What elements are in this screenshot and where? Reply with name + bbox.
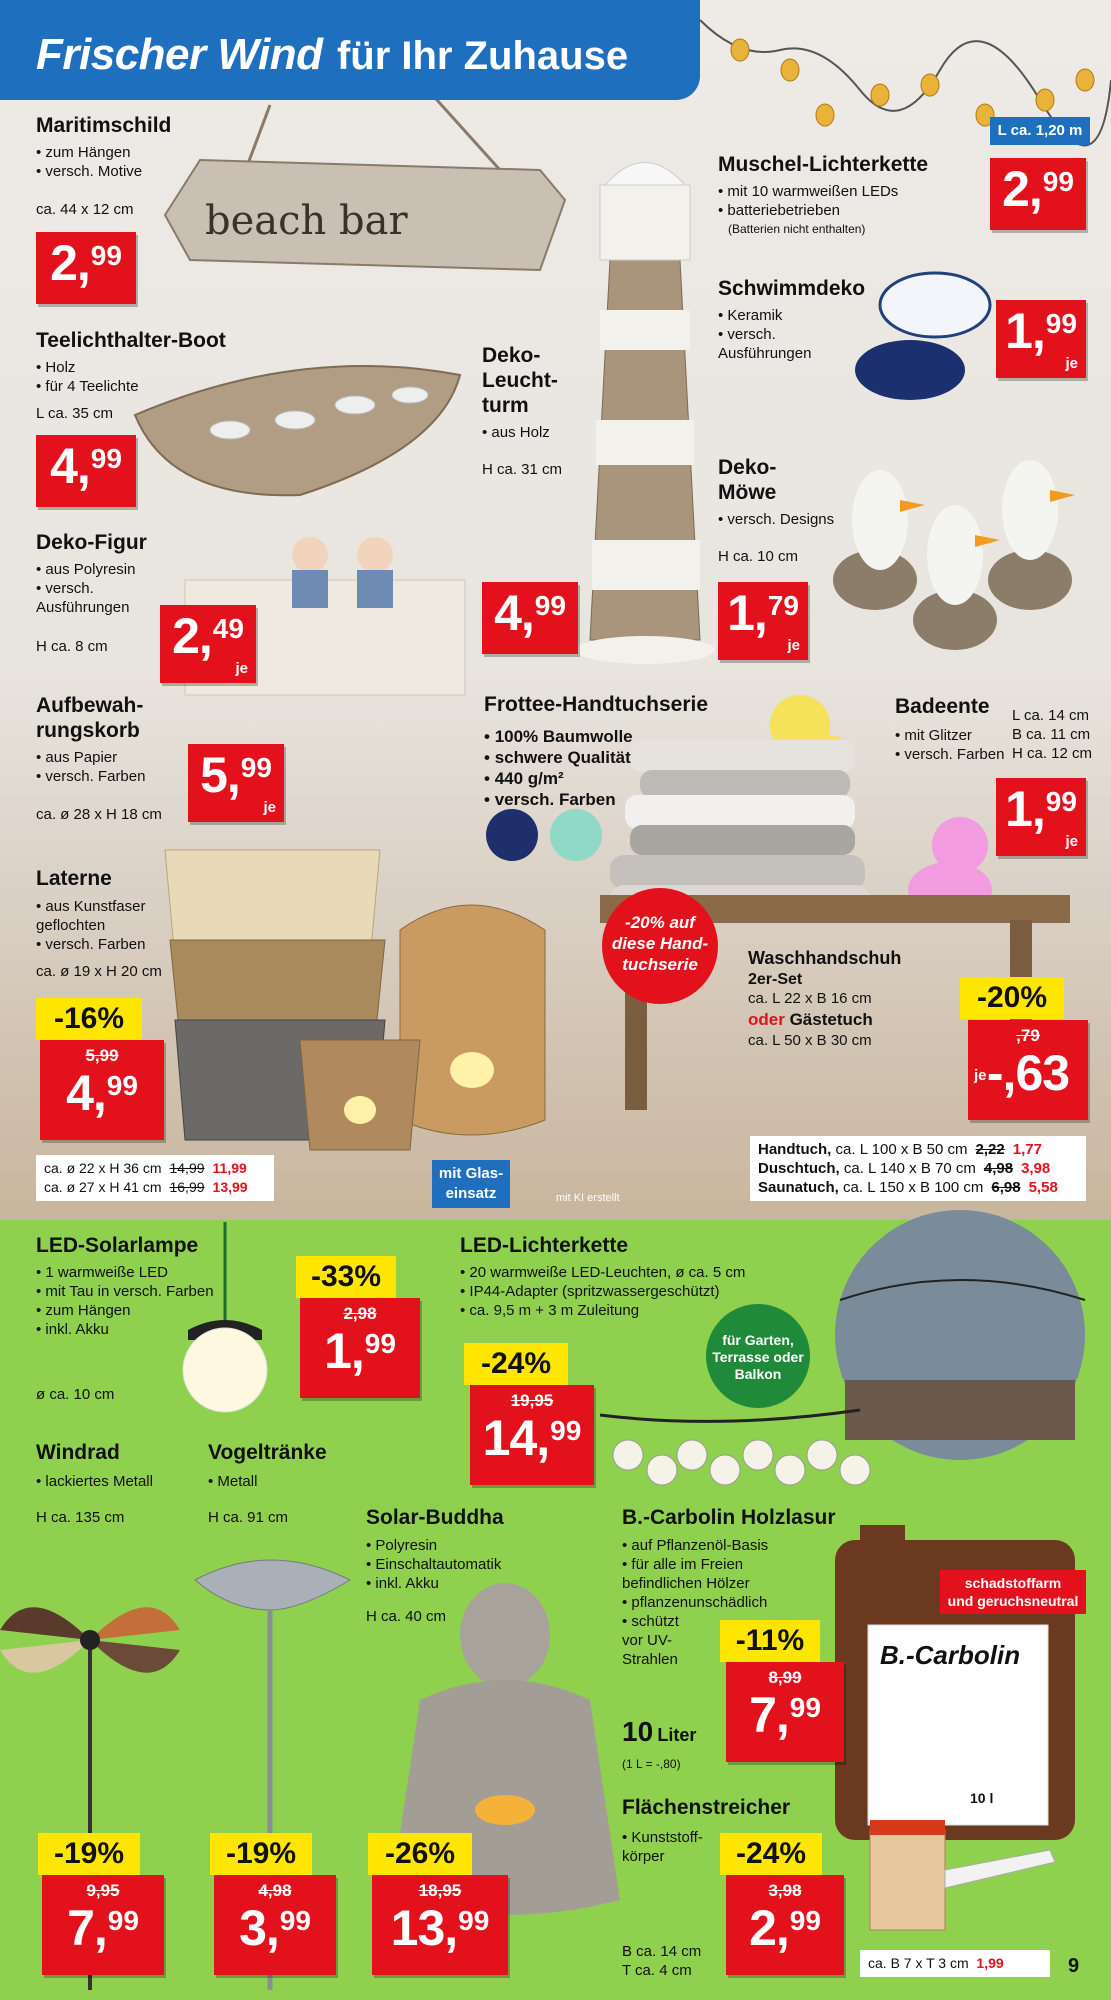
handtuch-size-table (750, 1136, 1086, 1201)
waschhandschuh-title: Waschhandschuh (748, 948, 902, 968)
maritimschild-price (36, 232, 136, 304)
volume-unit: Liter (657, 1725, 697, 1745)
size-name: Duschtuch, (758, 1160, 840, 1177)
handtuch-price (968, 1020, 1088, 1120)
feature: • Keramik (718, 306, 843, 325)
size-dim: ca. B 7 x T 3 cm (868, 1955, 969, 1971)
solarlampe-discount: -33% (296, 1256, 396, 1298)
maritimschild-features (36, 143, 142, 181)
korb-dim: ca. ø 28 x H 18 cm (36, 806, 162, 823)
badge-line: tuchserie (622, 955, 698, 974)
tag-line: schadstoffarm (964, 1575, 1062, 1591)
feature: • versch. Farben (36, 767, 145, 786)
maritimschild-title: Maritimschild (36, 114, 172, 137)
title-line: Deko- (482, 344, 541, 367)
buddha-price (372, 1875, 508, 1975)
size-dim: ca. L 140 x B 70 cm (843, 1160, 976, 1177)
feature: • aus Kunstfaser geflochten (36, 897, 186, 935)
size-old: 14,99 (169, 1160, 205, 1176)
windrad-dim: H ca. 135 cm (36, 1509, 125, 1526)
carbolin-price (726, 1662, 844, 1762)
price-small: 99 (458, 1905, 490, 1936)
size-old: 6,98 (991, 1179, 1021, 1196)
badge-line: Balkon (734, 1366, 782, 1382)
size-dim: ca. L 100 x B 50 cm (835, 1141, 968, 1158)
carbolin-discount: -11% (720, 1620, 820, 1662)
price-small: 79 (767, 590, 799, 621)
moewe-price (718, 582, 808, 660)
ledkette-features (460, 1263, 745, 1320)
korb-title-line: rungskorb (36, 719, 140, 742)
feature: • auf Pflanzenöl-Basis (622, 1536, 772, 1555)
korb-price (188, 744, 284, 822)
tag-line: mit Glas- (438, 1165, 504, 1182)
or-word: oder (748, 1010, 785, 1029)
feature: • zum Hängen (36, 1301, 214, 1320)
leuchtturm-title (482, 343, 558, 418)
size-new: 11,99 (212, 1160, 247, 1176)
teelicht-price (36, 435, 136, 507)
ledkette-title: LED-Lichterkette (460, 1234, 629, 1257)
laterne-title: Laterne (36, 867, 112, 890)
feature: • versch. Farben (484, 789, 633, 810)
feature: • versch. Motive (36, 162, 142, 181)
price-big: 2, (1002, 161, 1042, 217)
lichterkette-features (718, 182, 898, 220)
price-big: 4, (66, 1065, 106, 1121)
ai-note: mit KI erstellt (556, 1192, 620, 1204)
feature: • versch. Farben (36, 935, 186, 954)
feature: • batteriebetrieben (718, 201, 898, 220)
waschhandschuh-set: 2er-Set (748, 971, 803, 988)
streicher-alt-size (860, 1950, 1050, 1977)
moewe-title (718, 455, 776, 505)
lichterkette-title: Muschel-Lichterkette (718, 153, 929, 176)
page-header (0, 0, 700, 100)
feature: • für alle im Freien befindlichen Hölzer (622, 1555, 772, 1593)
maritimschild-dim: ca. 44 x 12 cm (36, 201, 134, 218)
feature: • inkl. Akku (36, 1320, 214, 1339)
size-row (758, 1178, 1078, 1197)
lichterkette-length-tag: L ca. 1,20 m (990, 117, 1090, 145)
price-big: 13, (390, 1900, 458, 1956)
carbolin-volume (622, 1716, 697, 1747)
dim-line: L ca. 14 cm (1012, 707, 1089, 724)
volume-number: 10 (622, 1716, 654, 1747)
moewe-dim: H ca. 10 cm (718, 548, 799, 565)
handtuch-features (484, 726, 633, 810)
streicher-discount: -24% (720, 1833, 822, 1875)
ledkette-price (470, 1385, 594, 1485)
feature: • versch. Ausführungen (718, 325, 843, 363)
windrad-discount: -19% (38, 1833, 140, 1875)
size-new: 3,98 (1021, 1160, 1051, 1177)
price-je: je (1065, 833, 1078, 850)
price-je: je (235, 660, 248, 677)
feature: • pflanzenunschädlich (622, 1593, 772, 1612)
streicher-price (726, 1875, 844, 1975)
price-je: je (974, 1067, 987, 1084)
feature: • 440 g/m² (484, 768, 633, 789)
price-je: je (263, 799, 276, 816)
korb-title (36, 693, 143, 743)
price-big: 1, (727, 585, 767, 641)
feature: • zum Hängen (36, 143, 142, 162)
price-small: 99 (1045, 308, 1077, 339)
laterne-price (40, 1040, 164, 1140)
schwimmdeko-price (996, 300, 1086, 378)
solarlampe-dim: ø ca. 10 cm (36, 1386, 115, 1403)
streicher-title: Flächenstreicher (622, 1796, 791, 1819)
solarlampe-title: LED-Solarlampe (36, 1234, 199, 1257)
price-big: -,63 (986, 1045, 1070, 1101)
waschhandschuh-dim: ca. L 22 x B 16 cm (748, 990, 872, 1007)
streicher-features (622, 1828, 712, 1866)
tag-line: und geruchsneutral (947, 1593, 1079, 1609)
price-small: 99 (90, 443, 122, 474)
vogeltraenke-title: Vogeltränke (208, 1441, 327, 1464)
price-small: 99 (1045, 786, 1077, 817)
vogeltraenke-features (208, 1472, 257, 1491)
price-big: 2, (749, 1900, 789, 1956)
lichterkette-note: (Batterien nicht enthalten) (728, 222, 866, 236)
feature: • inkl. Akku (366, 1574, 501, 1593)
title-line: Möwe (718, 481, 777, 504)
price-small: 99 (1042, 166, 1074, 197)
solarlampe-features (36, 1263, 214, 1339)
leuchtturm-features (482, 423, 550, 442)
badge-line: für Garten, (722, 1332, 794, 1348)
vogeltraenke-price (214, 1875, 336, 1975)
carbolin-label-size: 10 l (970, 1790, 994, 1806)
feature: • 20 warmweiße LED-Leuchten, ø ca. 5 cm (460, 1263, 745, 1282)
feature: • schützt vor UV-Strahlen (622, 1612, 702, 1669)
old-price: 18,95 (418, 1881, 462, 1900)
feature: • versch. Designs (718, 510, 834, 529)
size-dim: ca. L 150 x B 100 cm (843, 1179, 984, 1196)
badeente-dims (1012, 706, 1092, 763)
ledkette-use-badge (706, 1304, 810, 1408)
leuchtturm-dim: H ca. 31 cm (482, 461, 563, 478)
handtuch-title: Frottee-Handtuchserie (484, 693, 709, 716)
price-small: 99 (534, 590, 566, 621)
feature: • aus Polyresin (36, 560, 166, 579)
streicher-dim (622, 1942, 701, 1980)
feature: • 1 warmweiße LED (36, 1263, 214, 1282)
dekofigur-title: Deko-Figur (36, 531, 147, 554)
old-price: 5,99 (85, 1046, 119, 1065)
old-price: 4,98 (258, 1881, 292, 1900)
feature: • aus Papier (36, 748, 145, 767)
size-row (44, 1178, 266, 1197)
badeente-features (895, 726, 1004, 764)
price-big: 1, (324, 1323, 364, 1379)
teelicht-dim: L ca. 35 cm (36, 405, 113, 422)
feature: • Einschaltautomatik (366, 1555, 501, 1574)
korb-features (36, 748, 145, 786)
feature: • aus Holz (482, 423, 550, 442)
carbolin-tag (940, 1570, 1086, 1614)
price-small: 99 (240, 752, 272, 783)
size-new: 5,58 (1028, 1179, 1058, 1196)
windrad-price (42, 1875, 164, 1975)
size-row (44, 1159, 266, 1178)
price-je: je (1065, 355, 1078, 372)
buddha-dim: H ca. 40 cm (366, 1608, 447, 1625)
badeente-title: Badeente (895, 695, 990, 718)
feature: • Polyresin (366, 1536, 501, 1555)
windrad-title: Windrad (36, 1441, 120, 1464)
size-old: 4,98 (983, 1160, 1014, 1177)
feature: • ca. 9,5 m + 3 m Zuleitung (460, 1301, 745, 1320)
laterne-size-table (36, 1155, 274, 1201)
teelicht-features (36, 358, 139, 396)
gaestetuch-name: Gästetuch (789, 1010, 873, 1029)
price-small: 49 (212, 613, 244, 644)
feature: • versch. Ausführungen (36, 579, 166, 617)
vogeltraenke-dim: H ca. 91 cm (208, 1509, 289, 1526)
laterne-discount: -16% (36, 998, 142, 1040)
page-number: 9 (1068, 1955, 1080, 1977)
feature: • mit 10 warmweißen LEDs (718, 182, 898, 201)
handtuch-discount-badge (602, 888, 718, 1004)
glass-insert-tag (432, 1160, 510, 1208)
price-big: 1, (1005, 781, 1045, 837)
feature: • IP44-Adapter (spritzwassergeschützt) (460, 1282, 745, 1301)
size-row (758, 1140, 1078, 1159)
badge-line: Terrasse oder (712, 1349, 804, 1365)
price-small: 99 (106, 1070, 138, 1101)
size-dim: ca. ø 27 x H 41 cm (44, 1179, 162, 1195)
feature: • für 4 Teelichte (36, 377, 139, 396)
badge-line: -20% auf (625, 913, 695, 932)
lichterkette-price (990, 158, 1086, 230)
size-name: Handtuch, (758, 1141, 832, 1158)
tag-line: einsatz (445, 1185, 497, 1202)
old-price: 3,98 (768, 1881, 802, 1900)
header-title-bold: Frischer Wind (36, 30, 323, 79)
price-small: 99 (789, 1692, 821, 1723)
price-small: 99 (364, 1328, 396, 1359)
dim-line: B ca. 14 cm (622, 1943, 702, 1960)
size-old: 16,99 (169, 1179, 205, 1195)
size-dim: ca. ø 22 x H 36 cm (44, 1160, 162, 1176)
dekofigur-price (160, 605, 256, 683)
carbolin-label-brand: B.-Carbolin (880, 1640, 1021, 1670)
price-big: 2, (172, 608, 212, 664)
size-new: 1,77 (1012, 1141, 1042, 1158)
buddha-discount: -26% (368, 1833, 472, 1875)
dim-line: B ca. 11 cm (1012, 726, 1091, 743)
title-line: Leucht- (482, 369, 558, 392)
price-small: 99 (107, 1905, 139, 1936)
schwimmdeko-features (718, 306, 843, 363)
title-line: Deko- (718, 456, 777, 479)
vogeltraenke-discount: -19% (210, 1833, 312, 1875)
feature: • mit Glitzer (895, 726, 1004, 745)
feature: • Metall (208, 1472, 257, 1491)
gaestetuch-label (748, 1010, 873, 1029)
feature: • 100% Baumwolle (484, 726, 633, 747)
korb-title-line: Aufbewah- (36, 694, 144, 717)
feature: • mit Tau in versch. Farben (36, 1282, 214, 1301)
price-big: 14, (482, 1410, 550, 1466)
size-row (758, 1159, 1078, 1178)
price-big: 5, (200, 747, 240, 803)
size-name: Saunatuch, (758, 1179, 839, 1196)
dekofigur-features (36, 560, 166, 617)
feature: • schwere Qualität (484, 747, 633, 768)
laterne-features (36, 897, 186, 954)
price-small: 99 (279, 1905, 311, 1936)
old-price: 9,95 (86, 1881, 120, 1900)
old-price: 19,95 (510, 1391, 554, 1410)
price-big: 4, (494, 585, 534, 641)
size-new: 13,99 (212, 1179, 248, 1195)
feature: • versch. Farben (895, 745, 1004, 764)
feature: • Kunststoff-körper (622, 1828, 712, 1866)
price-big: 7, (749, 1687, 789, 1743)
moewe-features (718, 510, 834, 529)
size-old: 2,22 (975, 1141, 1005, 1158)
schwimmdeko-title: Schwimmdeko (718, 277, 866, 300)
laterne-dim: ca. ø 19 x H 20 cm (36, 963, 162, 980)
buddha-features (366, 1536, 501, 1593)
buddha-title: Solar-Buddha (366, 1506, 504, 1529)
dekofigur-dim: H ca. 8 cm (36, 638, 108, 655)
price-big: 3, (239, 1900, 279, 1956)
size-row (868, 1954, 1042, 1973)
windrad-features (36, 1472, 153, 1491)
feature: • lackiertes Metall (36, 1472, 153, 1491)
price-small: 99 (90, 240, 122, 271)
size-new: 1,99 (976, 1955, 1004, 1971)
price-je: je (787, 637, 800, 654)
ledkette-discount: -24% (464, 1343, 568, 1385)
teelicht-title: Teelichthalter-Boot (36, 329, 226, 352)
header-title-rest: für Ihr Zuhause (336, 34, 629, 78)
sign-text: beach bar (205, 198, 408, 244)
badeente-price (996, 778, 1086, 856)
gaestetuch-dim: ca. L 50 x B 30 cm (748, 1032, 872, 1049)
price-big: 2, (50, 235, 90, 291)
badge-line: diese Hand- (611, 934, 709, 953)
price-big: 4, (50, 438, 90, 494)
feature: • Holz (36, 358, 139, 377)
leuchtturm-price (482, 582, 578, 654)
dim-line: T ca. 4 cm (622, 1962, 692, 1979)
carbolin-title: B.-Carbolin Holzlasur (622, 1506, 836, 1529)
price-big: 1, (1005, 303, 1045, 359)
handtuch-discount: -20% (960, 977, 1064, 1019)
dim-line: H ca. 12 cm (1012, 745, 1093, 762)
title-line: turm (482, 394, 529, 417)
price-big: 7, (67, 1900, 107, 1956)
old-price: 2,98 (343, 1304, 377, 1323)
carbolin-unit-price: (1 L = -,80) (622, 1757, 681, 1771)
old-price: 8,99 (768, 1668, 802, 1687)
solarlampe-price (300, 1298, 420, 1398)
price-small: 99 (789, 1905, 821, 1936)
old-price: ,79 (1016, 1026, 1040, 1045)
price-small: 99 (550, 1415, 582, 1446)
